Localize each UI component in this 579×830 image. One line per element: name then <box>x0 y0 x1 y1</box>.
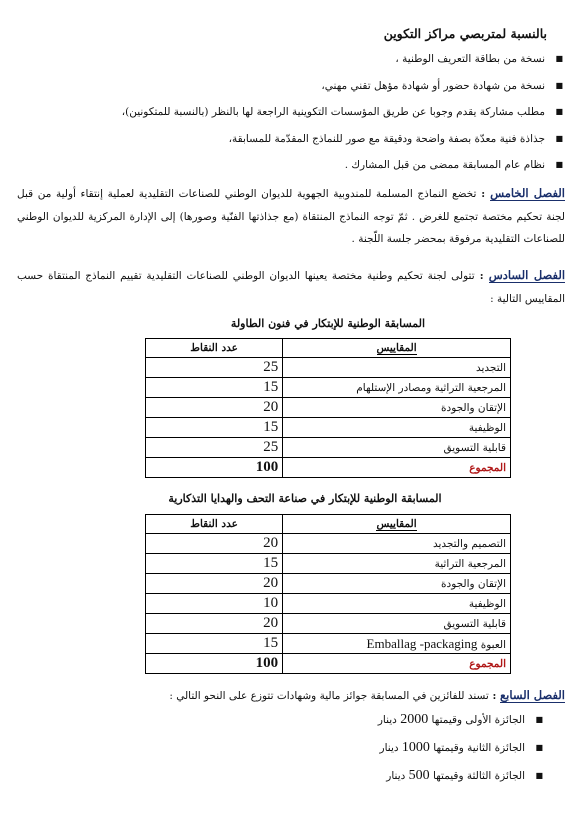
list-item <box>65 764 565 792</box>
table-row <box>146 378 511 398</box>
criteria-header-label: المقاييس <box>376 342 417 354</box>
points-cell: 25 <box>146 358 283 378</box>
table-row <box>146 634 511 654</box>
criterion-cell <box>283 634 511 654</box>
list-item: ■ جذاذة فنية معدّة بصفة واضحة ودقيقة مع صور للنماذج المقدّمة للمسابقة، <box>35 128 565 155</box>
chapter-7-colon: : <box>488 690 500 702</box>
table-1 <box>145 338 511 478</box>
chapter-6-paragraph <box>17 264 565 310</box>
prize-unit: دينار <box>377 714 397 726</box>
criterion-latin: Emballag -packaging <box>366 635 478 651</box>
chapter-6-colon: : <box>474 270 489 282</box>
criteria-header-label: المقاييس <box>376 518 417 530</box>
list-item <box>65 708 565 736</box>
criterion-cell: المرجعية التراثية <box>283 554 511 574</box>
points-cell: 20 <box>146 398 283 418</box>
table-2-title: المسابقة الوطنية للإبتكار في صناعة التحف والهدايا التذكارية <box>168 492 442 505</box>
criterion-cell: الوظيفية <box>283 594 511 614</box>
table-total-row <box>146 654 511 674</box>
table-row <box>146 614 511 634</box>
required-documents-list <box>35 48 565 181</box>
chapter-7-title: الفصل السابع <box>500 688 565 702</box>
table-header-row <box>146 515 511 534</box>
list-item: ■ نسخة من شهادة حضور أو شهادة مؤهل تقني مهني، <box>35 75 565 102</box>
total-label: المجموع <box>283 654 511 674</box>
table-row <box>146 554 511 574</box>
criterion-cell: الإتقان والجودة <box>283 574 511 594</box>
criterion-cell: الإتقان والجودة <box>283 398 511 418</box>
prize-unit: دينار <box>379 742 399 754</box>
table-total-row <box>146 458 511 478</box>
points-cell: 15 <box>146 418 283 438</box>
points-cell: 15 <box>146 554 283 574</box>
criterion-cell: المرجعية التراثية ومصادر الإستلهام <box>283 378 511 398</box>
criterion-cell: التجديد <box>283 358 511 378</box>
prize-label: الجائزة الثالثة وقيمتها <box>432 770 525 782</box>
chapter-7-text: تسند للفائزين في المسابقة جوائز مالية وشهادات تتوزع على النحو التالي : <box>169 690 489 702</box>
table-header-row <box>146 339 511 358</box>
prize-amount: 1000 <box>401 740 430 755</box>
total-points: 100 <box>146 654 283 674</box>
table-row <box>146 574 511 594</box>
chapter-5-text: تخضع النماذج المسلمة للمندوبية الجهوية للديوان الوطني للصناعات التقليدية لعملية إنتقاء أولية من قبل لجنة تحكيم مختصة تجتمع للغرض . ثمّ توجه النماذج المنتقاة (مع جذاذتها الفنّية وصورها) إلى الإدارة المركزية للديوان الوطني للصناعات التقليدية مرفوقة بمحضر جلسة اللّجنة . <box>17 188 565 245</box>
prize-amount: 2000 <box>400 712 429 727</box>
prize-unit: دينار <box>386 770 406 782</box>
chapter-6-text: تتولى لجنة تحكيم وطنية مختصة يعينها الديوان الوطني للصناعات التقليدية تقييم النماذج المنتقاة حسب المقاييس التالية : <box>17 270 565 305</box>
prize-label: الجائزة الأولى وقيمتها <box>431 714 525 726</box>
chapter-6-title: الفصل السادس <box>488 268 566 282</box>
prize-label: الجائزة الثانية وقيمتها <box>433 742 525 754</box>
points-header: عدد النقاط <box>146 515 283 534</box>
points-header: عدد النقاط <box>146 339 283 358</box>
total-label: المجموع <box>283 458 511 478</box>
table-row <box>146 418 511 438</box>
criterion-arabic: العبوة <box>480 638 506 651</box>
table-2 <box>145 514 511 674</box>
table-row <box>146 398 511 418</box>
prize-amount: 500 <box>408 768 430 783</box>
table-row <box>146 534 511 554</box>
criterion-cell: قابلية التسويق <box>283 614 511 634</box>
table-row <box>146 358 511 378</box>
table-row <box>146 594 511 614</box>
prizes-list <box>65 708 565 792</box>
section-heading: بالنسبة لمتربصي مراكز التكوين <box>383 26 547 41</box>
points-cell: 20 <box>146 534 283 554</box>
chapter-5-colon: : <box>476 188 491 200</box>
points-cell: 25 <box>146 438 283 458</box>
criterion-cell: التصميم والتجديد <box>283 534 511 554</box>
table-1-title: المسابقة الوطنية للإبتكار في فنون الطاولة <box>230 317 426 330</box>
points-cell: 10 <box>146 594 283 614</box>
points-cell: 20 <box>146 614 283 634</box>
points-cell: 15 <box>146 634 283 654</box>
list-item: ■ نسخة من بطاقة التعريف الوطنية ، <box>35 48 565 75</box>
list-item <box>65 736 565 764</box>
criteria-header <box>283 339 511 358</box>
points-cell: 20 <box>146 574 283 594</box>
list-item: ■ نظام عام المسابقة ممضى من قبل المشارك . <box>35 154 565 181</box>
chapter-5-title: الفصل الخامس <box>490 186 565 200</box>
criterion-cell: قابلية التسويق <box>283 438 511 458</box>
list-item: ■ مطلب مشاركة يقدم وجوبا عن طريق المؤسسات التكوينية الراجعة لها بالنظر (بالنسبة للمتكونين)، <box>35 101 565 128</box>
criterion-cell: الوظيفية <box>283 418 511 438</box>
chapter-5-paragraph <box>17 182 565 251</box>
table-row <box>146 438 511 458</box>
chapter-7-paragraph <box>17 684 565 708</box>
total-points: 100 <box>146 458 283 478</box>
criteria-header <box>283 515 511 534</box>
points-cell: 15 <box>146 378 283 398</box>
